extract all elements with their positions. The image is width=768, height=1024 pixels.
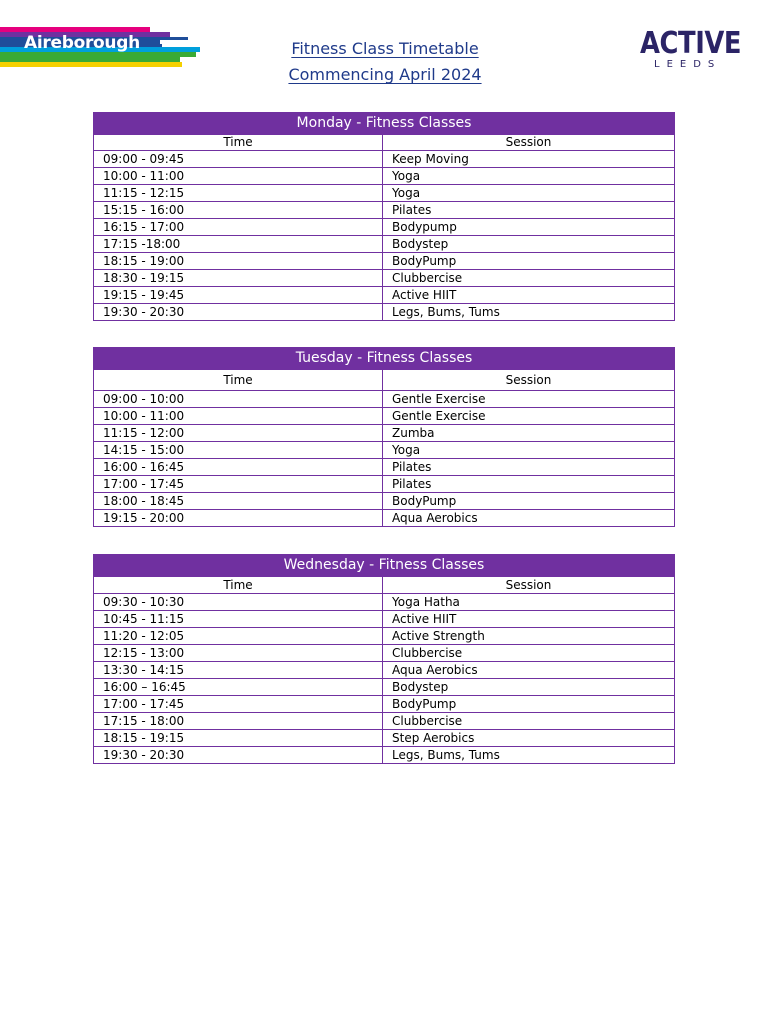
- table-row: [94, 219, 675, 236]
- table-row: [94, 510, 675, 527]
- time-cell: 19:15 - 20:00: [94, 510, 383, 527]
- table-row: [94, 713, 675, 730]
- session-cell: Yoga Hatha: [383, 594, 675, 611]
- table-row: [94, 270, 675, 287]
- table-row: [94, 662, 675, 679]
- table-row: [94, 611, 675, 628]
- session-cell: Keep Moving: [383, 151, 675, 168]
- aireborough-logo: [0, 27, 200, 67]
- time-cell: 11:20 - 12:05: [94, 628, 383, 645]
- time-cell: 09:30 - 10:30: [94, 594, 383, 611]
- session-cell: Legs, Bums, Tums: [383, 304, 675, 321]
- table-row: [94, 747, 675, 764]
- table-row: [94, 645, 675, 662]
- time-cell: 17:00 - 17:45: [94, 696, 383, 713]
- session-cell: Bodystep: [383, 236, 675, 253]
- time-cell: 17:15 -18:00: [94, 236, 383, 253]
- time-cell: 12:15 - 13:00: [94, 645, 383, 662]
- table-row: [94, 185, 675, 202]
- time-cell: 10:00 - 11:00: [94, 168, 383, 185]
- time-cell: 15:15 - 16:00: [94, 202, 383, 219]
- time-cell: 10:00 - 11:00: [94, 408, 383, 425]
- table-row: [94, 442, 675, 459]
- title-line-1: Fitness Class Timetable: [291, 39, 479, 58]
- table-row: [94, 151, 675, 168]
- time-cell: 16:15 - 17:00: [94, 219, 383, 236]
- monday-timetable: [93, 112, 675, 321]
- table-title: Monday - Fitness Classes: [94, 113, 675, 135]
- active-leeds-logo: [640, 28, 750, 70]
- table-row: [94, 594, 675, 611]
- session-cell: BodyPump: [383, 253, 675, 270]
- session-cell: Active HIIT: [383, 611, 675, 628]
- time-cell: 18:30 - 19:15: [94, 270, 383, 287]
- time-cell: 16:00 - 16:45: [94, 459, 383, 476]
- session-cell: Yoga: [383, 168, 675, 185]
- table-row: [94, 287, 675, 304]
- table-row: [94, 236, 675, 253]
- wednesday-timetable: [93, 554, 675, 764]
- table-row: [94, 628, 675, 645]
- time-cell: 11:15 - 12:00: [94, 425, 383, 442]
- session-cell: Active HIIT: [383, 287, 675, 304]
- time-cell: 16:00 – 16:45: [94, 679, 383, 696]
- session-cell: Pilates: [383, 459, 675, 476]
- table-row: [94, 304, 675, 321]
- time-column-header: Time: [94, 370, 383, 391]
- session-cell: Clubbercise: [383, 270, 675, 287]
- session-cell: BodyPump: [383, 696, 675, 713]
- time-cell: 11:15 - 12:15: [94, 185, 383, 202]
- time-cell: 14:15 - 15:00: [94, 442, 383, 459]
- session-cell: Aqua Aerobics: [383, 510, 675, 527]
- time-column-header: Time: [94, 577, 383, 594]
- title-line-2: Commencing April 2024: [288, 65, 482, 84]
- page-title: [240, 36, 530, 88]
- time-cell: 09:00 - 10:00: [94, 391, 383, 408]
- session-cell: Gentle Exercise: [383, 391, 675, 408]
- session-cell: Clubbercise: [383, 713, 675, 730]
- table-row: [94, 408, 675, 425]
- time-cell: 18:00 - 18:45: [94, 493, 383, 510]
- logo-stripe-gap: [160, 40, 188, 44]
- time-cell: 18:15 - 19:15: [94, 730, 383, 747]
- session-cell: Yoga: [383, 442, 675, 459]
- table-row: [94, 253, 675, 270]
- time-cell: 19:30 - 20:30: [94, 747, 383, 764]
- session-cell: Bodypump: [383, 219, 675, 236]
- session-cell: Bodystep: [383, 679, 675, 696]
- table-row: [94, 730, 675, 747]
- table-row: [94, 425, 675, 442]
- table-title: Tuesday - Fitness Classes: [94, 348, 675, 370]
- session-column-header: Session: [383, 135, 675, 151]
- time-cell: 09:00 - 09:45: [94, 151, 383, 168]
- session-cell: Clubbercise: [383, 645, 675, 662]
- logo-stripe: [0, 62, 182, 67]
- session-cell: Zumba: [383, 425, 675, 442]
- table-row: [94, 476, 675, 493]
- table-row: [94, 696, 675, 713]
- table-row: [94, 679, 675, 696]
- table-title: Wednesday - Fitness Classes: [94, 555, 675, 577]
- active-logo-text: ACTIVE: [640, 26, 742, 61]
- logo-text: Aireborough: [24, 33, 140, 53]
- table-row: [94, 391, 675, 408]
- session-cell: Gentle Exercise: [383, 408, 675, 425]
- time-cell: 10:45 - 11:15: [94, 611, 383, 628]
- tuesday-timetable: [93, 347, 675, 527]
- session-column-header: Session: [383, 577, 675, 594]
- session-cell: Yoga: [383, 185, 675, 202]
- session-cell: Active Strength: [383, 628, 675, 645]
- session-cell: Legs, Bums, Tums: [383, 747, 675, 764]
- session-column-header: Session: [383, 370, 675, 391]
- leeds-logo-text: LEEDS: [654, 59, 722, 70]
- time-cell: 19:30 - 20:30: [94, 304, 383, 321]
- time-column-header: Time: [94, 135, 383, 151]
- time-cell: 17:15 - 18:00: [94, 713, 383, 730]
- time-cell: 19:15 - 19:45: [94, 287, 383, 304]
- table-row: [94, 459, 675, 476]
- session-cell: Step Aerobics: [383, 730, 675, 747]
- time-cell: 17:00 - 17:45: [94, 476, 383, 493]
- table-row: [94, 493, 675, 510]
- session-cell: Pilates: [383, 202, 675, 219]
- table-row: [94, 202, 675, 219]
- session-cell: Pilates: [383, 476, 675, 493]
- table-row: [94, 168, 675, 185]
- session-cell: Aqua Aerobics: [383, 662, 675, 679]
- time-cell: 13:30 - 14:15: [94, 662, 383, 679]
- time-cell: 18:15 - 19:00: [94, 253, 383, 270]
- session-cell: BodyPump: [383, 493, 675, 510]
